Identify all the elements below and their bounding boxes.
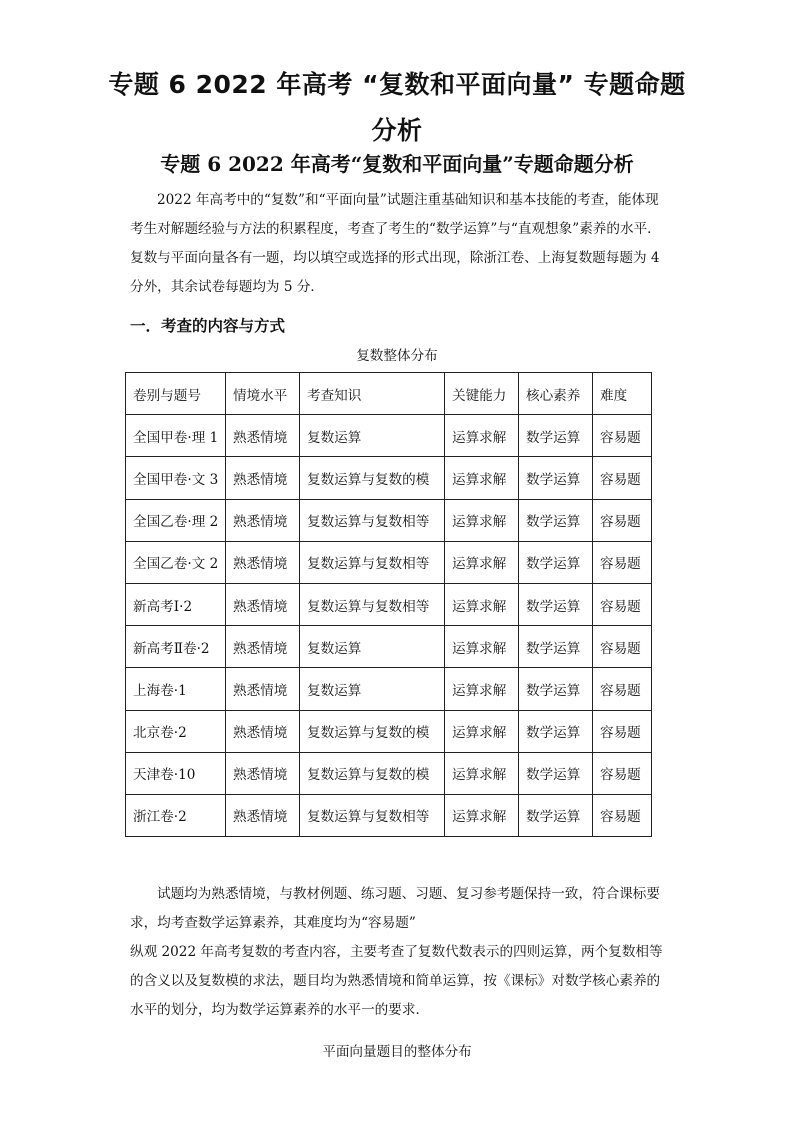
table-cell: 容易题 — [593, 415, 652, 457]
table-cell: 新高考Ⅱ卷·2 — [126, 626, 226, 668]
table-cell: 容易题 — [593, 541, 652, 583]
table-cell: 熟悉情境 — [226, 499, 300, 541]
header-cell: 卷别与题号 — [126, 373, 226, 415]
table-cell: 复数运算 — [300, 668, 445, 710]
table-row — [126, 457, 652, 499]
table-header-row — [126, 373, 652, 415]
table-cell: 数学运算 — [519, 626, 593, 668]
table-cell: 运算求解 — [445, 668, 519, 710]
title-line-2: 分析 — [371, 116, 423, 145]
table-row — [126, 626, 652, 668]
table-cell: 运算求解 — [445, 499, 519, 541]
table-caption: 复数整体分布 — [356, 348, 438, 364]
table-cell: 熟悉情境 — [226, 752, 300, 794]
table-cell: 复数运算 — [300, 626, 445, 668]
intro-paragraph: 2022 年高考中的“复数”和“平面向量”试题注重基础知识和基本技能的考查，能体现考生对解题经验与方法的积累程度，考查了考生的“数学运算”与“直观想象”素养的水平．复数与平面向量各有一题，均以填空或选择的形式出现，除浙江卷、上海复数题每题为 4 分外，其余试卷每题均为 5 分． — [130, 192, 661, 295]
section-heading: 一．考查的内容与方式 — [130, 317, 286, 335]
table-cell: 容易题 — [593, 794, 652, 836]
table-row — [126, 541, 652, 583]
table-cell: 复数运算与复数的模 — [300, 710, 445, 752]
table-cell: 熟悉情境 — [226, 626, 300, 668]
table-row — [126, 752, 652, 794]
table-cell: 熟悉情境 — [226, 668, 300, 710]
table-cell: 数学运算 — [519, 583, 593, 625]
table-cell: 天津卷·10 — [126, 752, 226, 794]
table-cell: 复数运算与复数相等 — [300, 583, 445, 625]
header-cell: 核心素养 — [519, 373, 593, 415]
table-row — [126, 668, 652, 710]
table-cell: 数学运算 — [519, 710, 593, 752]
table-cell: 运算求解 — [445, 583, 519, 625]
table-cell: 数学运算 — [519, 499, 593, 541]
header-cell: 情境水平 — [226, 373, 300, 415]
table-row — [126, 415, 652, 457]
table-cell: 熟悉情境 — [226, 541, 300, 583]
table-cell: 容易题 — [593, 752, 652, 794]
table-cell: 容易题 — [593, 626, 652, 668]
table-cell: 运算求解 — [445, 541, 519, 583]
table-cell: 容易题 — [593, 499, 652, 541]
table-cell: 熟悉情境 — [226, 415, 300, 457]
table-cell: 北京卷·2 — [126, 710, 226, 752]
table-cell: 全国甲卷·文 3 — [126, 457, 226, 499]
table-cell: 运算求解 — [445, 626, 519, 668]
table-cell: 上海卷·1 — [126, 668, 226, 710]
table-cell: 全国甲卷·理 1 — [126, 415, 226, 457]
table-cell: 数学运算 — [519, 794, 593, 836]
table-cell: 复数运算与复数的模 — [300, 457, 445, 499]
table-row — [126, 710, 652, 752]
table-cell: 运算求解 — [445, 752, 519, 794]
header-cell: 难度 — [593, 373, 652, 415]
analysis-paragraph: 纵观 2022 年高考复数的考查内容，主要考查了复数代数表示的四则运算，两个复数相等的含义以及复数模的求法，题目均为熟悉情境和简单运算，按《课标》对数学核心素养的水平的划分，均为数学运算素养的水平一的要求． — [130, 944, 663, 1018]
table-cell: 复数运算与复数的模 — [300, 752, 445, 794]
table-cell: 复数运算与复数相等 — [300, 794, 445, 836]
table-cell: 运算求解 — [445, 710, 519, 752]
title-line-1: 专题 6 2022 年高考 “复数和平面向量” 专题命题 — [108, 70, 686, 99]
table-cell: 数学运算 — [519, 415, 593, 457]
table-cell: 全国乙卷·文 2 — [126, 541, 226, 583]
table-cell: 复数运算 — [300, 415, 445, 457]
table-cell: 运算求解 — [445, 794, 519, 836]
table-cell: 数学运算 — [519, 541, 593, 583]
table-cell: 容易题 — [593, 583, 652, 625]
table-cell: 容易题 — [593, 710, 652, 752]
document-title — [0, 62, 794, 154]
table-cell: 容易题 — [593, 457, 652, 499]
summary-paragraph: 试题均为熟悉情境，与教材例题、练习题、习题、复习参考题保持一致，符合课标要求，均考查数学运算素养，其难度均为“容易题” — [130, 886, 660, 931]
table-row — [126, 794, 652, 836]
table-cell: 数学运算 — [519, 752, 593, 794]
table-cell: 复数运算与复数相等 — [300, 541, 445, 583]
table-cell: 数学运算 — [519, 668, 593, 710]
table-cell: 新高考Ⅰ·2 — [126, 583, 226, 625]
table-cell: 运算求解 — [445, 457, 519, 499]
header-cell: 关键能力 — [445, 373, 519, 415]
table-row — [126, 583, 652, 625]
next-table-caption: 平面向量题目的整体分布 — [322, 1044, 472, 1060]
table-cell: 熟悉情境 — [226, 583, 300, 625]
table-cell: 运算求解 — [445, 415, 519, 457]
table-cell: 全国乙卷·理 2 — [126, 499, 226, 541]
table-cell: 熟悉情境 — [226, 457, 300, 499]
table-row — [126, 499, 652, 541]
table-cell: 熟悉情境 — [226, 794, 300, 836]
document-subtitle: 专题 6 2022 年高考“复数和平面向量”专题命题分析 — [160, 152, 634, 176]
header-cell: 考查知识 — [300, 373, 445, 415]
complex-number-table — [125, 372, 652, 837]
table-cell: 复数运算与复数相等 — [300, 499, 445, 541]
table-cell: 容易题 — [593, 668, 652, 710]
table-cell: 数学运算 — [519, 457, 593, 499]
table-cell: 熟悉情境 — [226, 710, 300, 752]
table-cell: 浙江卷·2 — [126, 794, 226, 836]
